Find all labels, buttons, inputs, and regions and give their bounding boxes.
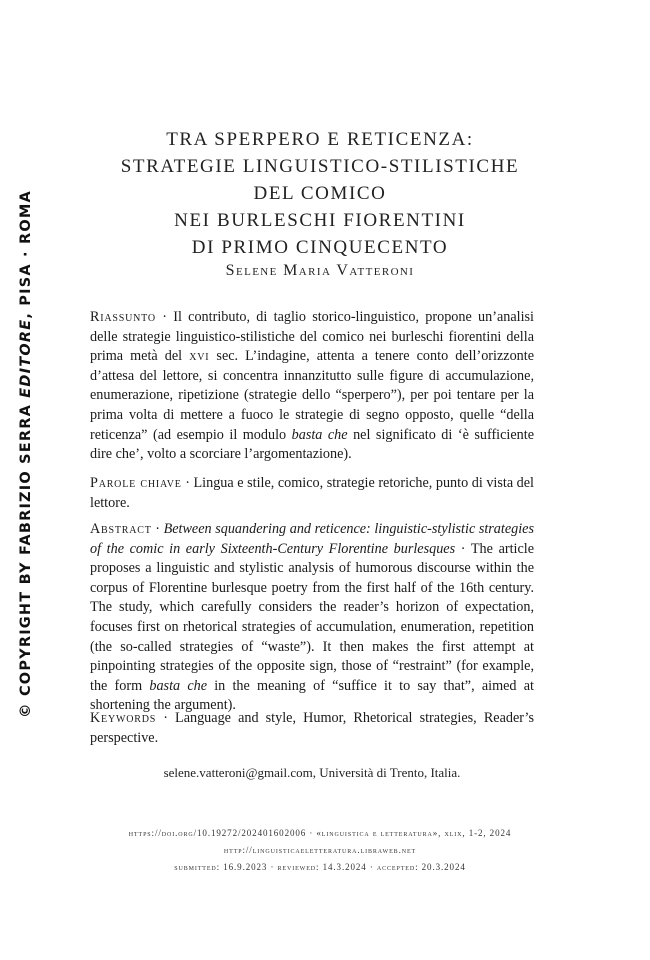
- footer-doi-line: https://doi.org/10.19272/202401602006 · «linguistica e letteratura», xlix, 1-2, 2024: [128, 828, 512, 838]
- author-email-affiliation: selene.vatteroni@gmail.com, Università di Trento, Italia.: [163, 765, 461, 780]
- copyright-prefix: © COPYRIGHT BY FABRIZIO SERRA: [18, 397, 34, 718]
- footer-url-line: http://linguisticaeletteratura.libraweb.net: [223, 845, 417, 855]
- copyright-sidebar: [18, 190, 34, 718]
- copyright-italic: EDITORE: [18, 318, 34, 398]
- riassunto-label: Riassunto: [90, 309, 156, 325]
- riassunto-century: xvi: [189, 348, 210, 365]
- page-footer: [90, 825, 550, 876]
- keywords-label: Keywords: [90, 710, 157, 726]
- title-line-2: STRATEGIE LINGUISTICO-STILISTICHE: [120, 156, 520, 177]
- abstract-paragraph: [90, 520, 534, 716]
- riassunto-italic: basta che: [291, 426, 348, 443]
- author-name: Selene Maria Vatteroni: [225, 262, 415, 279]
- abstract-sep: ·: [151, 521, 164, 537]
- abstract-label: Abstract: [90, 521, 152, 537]
- abstract-italic: basta che: [149, 677, 208, 694]
- title-line-3: DEL COMICO: [253, 183, 387, 204]
- parole-chiave-text: · Lingua e stile, comico, strategie retoriche, punto di vista del lettore.: [90, 475, 535, 511]
- abstract-text-2: in the meaning of “suffice it to say that”, aimed at shortening the argument).: [90, 677, 534, 714]
- abstract-title: Between squandering and reticence: linguistic-stylistic strategies of the comic in early Sixteenth-Century Florentine burlesques: [90, 521, 534, 557]
- abstract-text-1: · The article proposes a linguistic and stylistic analysis of humorous discourse within the corpus of Florentine burlesque poetry from the first half of the 16th century. The study, which carefully considers the reader’s horizon of expectation, focuses first on rhetorical strategies of accumulation, enumeration, repetition (the so-called strategies of “waste”). It then makes the first attempt at pinpointing strategies of the opposite sign, those of “restraint” (for example, the form: [90, 540, 535, 694]
- title-line-4: NEI BURLESCHI FIORENTINI: [174, 210, 466, 231]
- copyright-suffix: , PISA · ROMA: [18, 190, 34, 319]
- keywords-text: · Language and style, Humor, Rhetorical strategies, Reader’s perspective.: [90, 710, 534, 746]
- keywords-paragraph: [90, 709, 534, 748]
- title-line-1: TRA SPERPERO E RETICENZA:: [166, 129, 474, 150]
- riassunto-text-2: sec. L’indagine, attenta a tenere conto dell’orizzonte d’attesa del lettore, si concentra innanzitutto sulle figure di accumulazione, enumerazione, ripetizione (strategie dello “sperpero”), per poi tentare per la prima volta di mettere a fuoco le strategie di segno opposto, quelle “della reticenza” (ad esempio il modulo: [90, 348, 534, 443]
- parole-chiave-paragraph: [90, 474, 534, 513]
- riassunto-paragraph: [90, 308, 534, 465]
- riassunto-text-3: nel significato di ‘è sufficiente dire che’, volto a scorciare l’argomentazione).: [90, 426, 534, 463]
- footer-dates-line: submitted: 16.9.2023 · reviewed: 14.3.2024 · accepted: 20.3.2024: [174, 862, 466, 872]
- riassunto-text-1: · Il contributo, di taglio storico-linguistico, propone un’analisi delle strategie linguistico-stilistiche del comico nei burleschi fiorentini della prima metà del: [90, 309, 534, 365]
- article-title: [90, 126, 550, 261]
- parole-chiave-label: Parole chiave: [90, 475, 182, 491]
- title-line-5: DI PRIMO CINQUECENTO: [191, 237, 449, 258]
